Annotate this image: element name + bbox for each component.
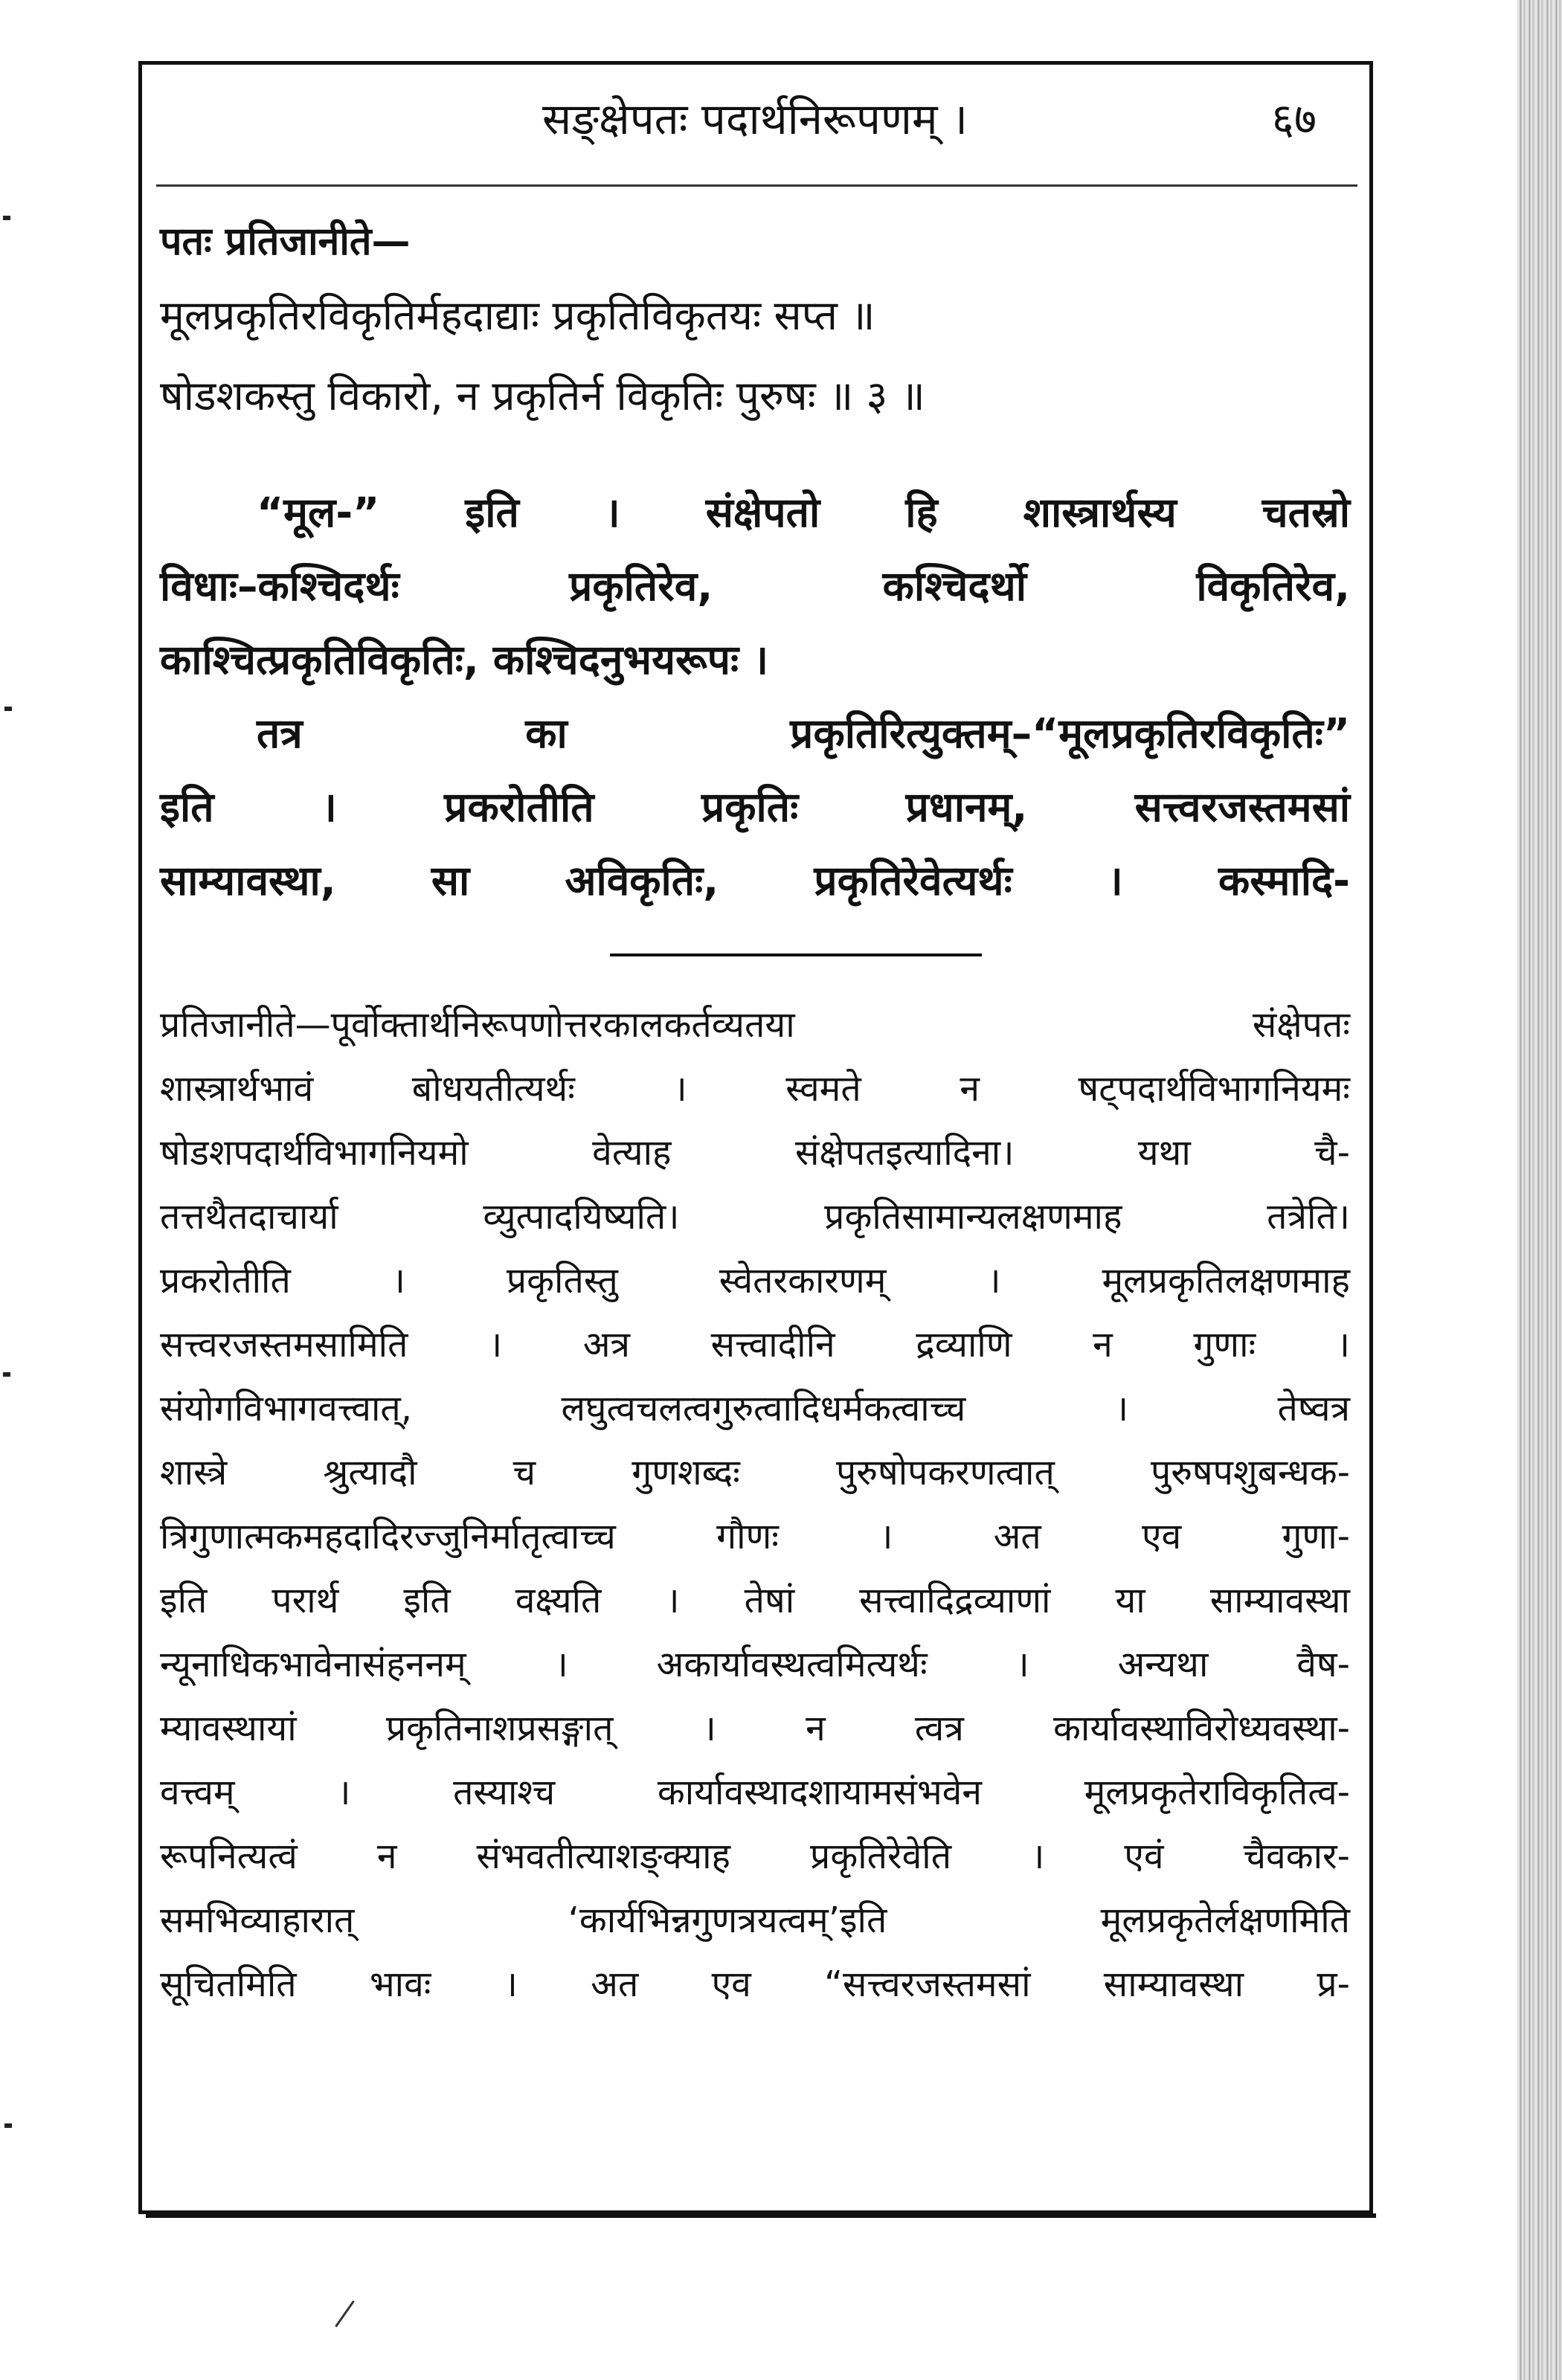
running-header: [141, 86, 1369, 160]
tika-line: काश्चित्प्रकृतिविकृतिः, कश्चिदनुभयरूपः ।: [160, 636, 769, 684]
section-divider: [610, 953, 982, 956]
commentary-line: रूपनित्यत्वं न संभवतीत्याशङ्क्याह प्रकृतिरेवेति । एवं चैवकार-: [160, 1836, 1350, 1877]
commentary-line: षोडशपदार्थविभागनियमो वेत्याह संक्षेपतइत्यादिना। यथा चै-: [160, 1132, 1350, 1174]
tika-line: इति । प्रकरोतीति प्रकृतिः प्रधानम्, सत्त्वरजस्तमसां: [160, 783, 1350, 831]
tika-line: विधाः–कश्चिदर्थः प्रकृतिरेव, कश्चिदर्थो विकृतिरेव,: [160, 562, 1350, 610]
tika-line: तत्र का प्रकृतिरित्युक्तम्–“मूलप्रकृतिरविकृतिः”: [257, 710, 1350, 757]
karika-intro: पतः प्रतिजानीते—: [160, 219, 411, 264]
margin-speck: [3, 216, 10, 220]
commentary-block: [160, 993, 1350, 2016]
page-border-bottom-shadow: [146, 2213, 1376, 2218]
commentary-line: प्रकरोतीति । प्रकृतिस्तु स्वेतरकारणम् । मूलप्रकृतिलक्षणमाह: [160, 1260, 1350, 1302]
commentary-line: त्रिगुणात्मकमहदादिरज्जुनिर्मातृत्वाच्च गौणः । अत एव गुणा-: [160, 1516, 1350, 1557]
stray-pen-mark: [335, 2300, 355, 2327]
karika-verse-line-2: षोडशकस्तु विकारो, न प्रकृतिर्न विकृतिः पुरुषः ॥ ३ ॥: [160, 372, 925, 419]
margin-speck: [3, 1372, 10, 1377]
commentary-line: इति परार्थ इति वक्ष्यति । तेषां सत्त्वादिद्रव्याणां या साम्यावस्था: [160, 1580, 1350, 1621]
tika-block: [160, 476, 1350, 918]
margin-speck: [4, 707, 12, 711]
commentary-line: म्यावस्थायां प्रकृतिनाशप्रसङ्गात् । न त्वत्र कार्यावस्थाविरोध्यवस्था-: [160, 1708, 1350, 1749]
commentary-line: समभिव्याहारात् ‘कार्यभिन्नगुणत्रयत्वम्’इति मूलप्रकृतेर्लक्षणमिति: [160, 1900, 1350, 1941]
tika-line: “मूल-” इति । संक्षेपतो हि शास्त्रार्थस्य चतस्रो: [257, 489, 1350, 536]
tika-line: साम्यावस्था, सा अविकृतिः, प्रकृतिरेवेत्यर्थः । कस्मादि-: [160, 857, 1350, 904]
commentary-line: प्रतिजानीते—पूर्वोक्तार्थनिरूपणोत्तरकालकर्तव्यतया संक्षेपतः: [160, 1004, 1350, 1046]
karika-verse-line-1: मूलप्रकृतिरविकृतिर्महदाद्याः प्रकृतिविकृतयः सप्त ॥: [160, 292, 875, 339]
margin-speck: [4, 2123, 12, 2128]
commentary-line: तत्तथैतदाचार्या व्युत्पादयिष्यति। प्रकृतिसामान्यलक्षणमाह तत्रेति।: [160, 1196, 1350, 1238]
header-divider: [156, 184, 1357, 187]
commentary-line: सत्त्वरजस्तमसामिति । अत्र सत्त्वादीनि द्रव्याणि न गुणाः ।: [160, 1324, 1350, 1366]
commentary-line: वत्त्वम् । तस्याश्च कार्यावस्थादशायामसंभवेन मूलप्रकृतेराविकृतित्व-: [160, 1772, 1350, 1813]
adjacent-page-edge: [1517, 0, 1562, 2380]
commentary-line: न्यूनाधिकभावेनासंहननम् । अकार्यावस्थत्वमित्यर्थः । अन्यथा वैष-: [160, 1644, 1350, 1685]
commentary-line: संयोगविभागवत्त्वात्, लघुत्वचलत्वगुरुत्वादिधर्मकत्वाच्च । तेष्वत्र: [160, 1388, 1350, 1429]
running-header-title: सङ्क्षेपतः पदार्थनिरूपणम् ।: [542, 94, 968, 144]
commentary-line: शास्त्रे श्रुत्यादौ च गुणशब्दः पुरुषोपकरणत्वात् पुरुषपशुबन्धक-: [160, 1452, 1350, 1493]
commentary-line: शास्त्रार्थभावं बोधयतीत्यर्थः । स्वमते न षट्पदार्थविभागनियमः: [160, 1068, 1350, 1110]
karika-block: [160, 208, 1350, 436]
commentary-line: सूचितमिति भावः । अत एव “सत्त्वरजस्तमसां साम्यावस्था प्र-: [160, 1964, 1350, 2005]
page-number: ६७: [1271, 94, 1317, 144]
